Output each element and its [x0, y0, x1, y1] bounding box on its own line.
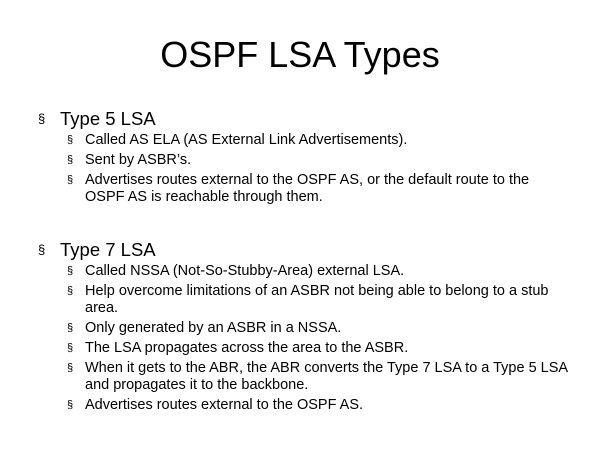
bullet-icon: §	[67, 265, 74, 277]
list-item	[38, 263, 570, 280]
bullet-list	[38, 132, 578, 206]
section-type-7-lsa	[38, 237, 578, 417]
list-item-text: Advertises routes external to the OSPF AS.	[85, 397, 364, 413]
bullet-icon: §	[67, 134, 74, 146]
list-item-text: Called NSSA (Not-So-Stubby-Area) external LSA.	[85, 263, 405, 279]
bullet-list	[38, 263, 578, 414]
section-heading	[38, 237, 578, 263]
list-item	[38, 283, 570, 317]
bullet-icon: §	[67, 154, 74, 166]
bullet-icon: §	[67, 174, 74, 186]
bullet-icon: §	[38, 242, 46, 257]
list-item-text: When it gets to the ABR, the ABR converts the Type 7 LSA to a Type 5 LSA and propagates it to the backbone.	[85, 360, 568, 393]
list-item	[38, 152, 570, 169]
list-item-text: Sent by ASBR’s.	[85, 152, 192, 168]
list-item	[38, 340, 570, 357]
list-item	[38, 360, 570, 394]
bullet-icon: §	[67, 285, 74, 297]
list-item-text: The LSA propagates across the area to the ASBR.	[85, 340, 409, 356]
bullet-icon: §	[67, 322, 74, 334]
list-item	[38, 397, 570, 414]
list-item-text: Only generated by an ASBR in a NSSA.	[85, 320, 342, 336]
list-item-text: Help overcome limitations of an ASBR not being able to belong to a stub area.	[85, 283, 549, 316]
bullet-icon: §	[67, 362, 74, 374]
bullet-icon: §	[67, 342, 74, 354]
section-heading-text: Type 7 LSA	[60, 239, 156, 260]
slide-title: OSPF LSA Types	[160, 34, 440, 75]
list-item	[38, 132, 570, 149]
section-heading	[38, 106, 578, 132]
bullet-icon: §	[67, 399, 74, 411]
section-heading-text: Type 5 LSA	[60, 108, 156, 129]
list-item-text: Advertises routes external to the OSPF AS, or the default route to the OSPF AS is reachable through them.	[85, 172, 530, 205]
bullet-icon: §	[38, 111, 46, 126]
list-item-text: Called AS ELA (AS External Link Advertisements).	[85, 132, 408, 148]
section-type-5-lsa	[38, 106, 578, 209]
list-item	[38, 320, 570, 337]
list-item	[38, 172, 570, 206]
